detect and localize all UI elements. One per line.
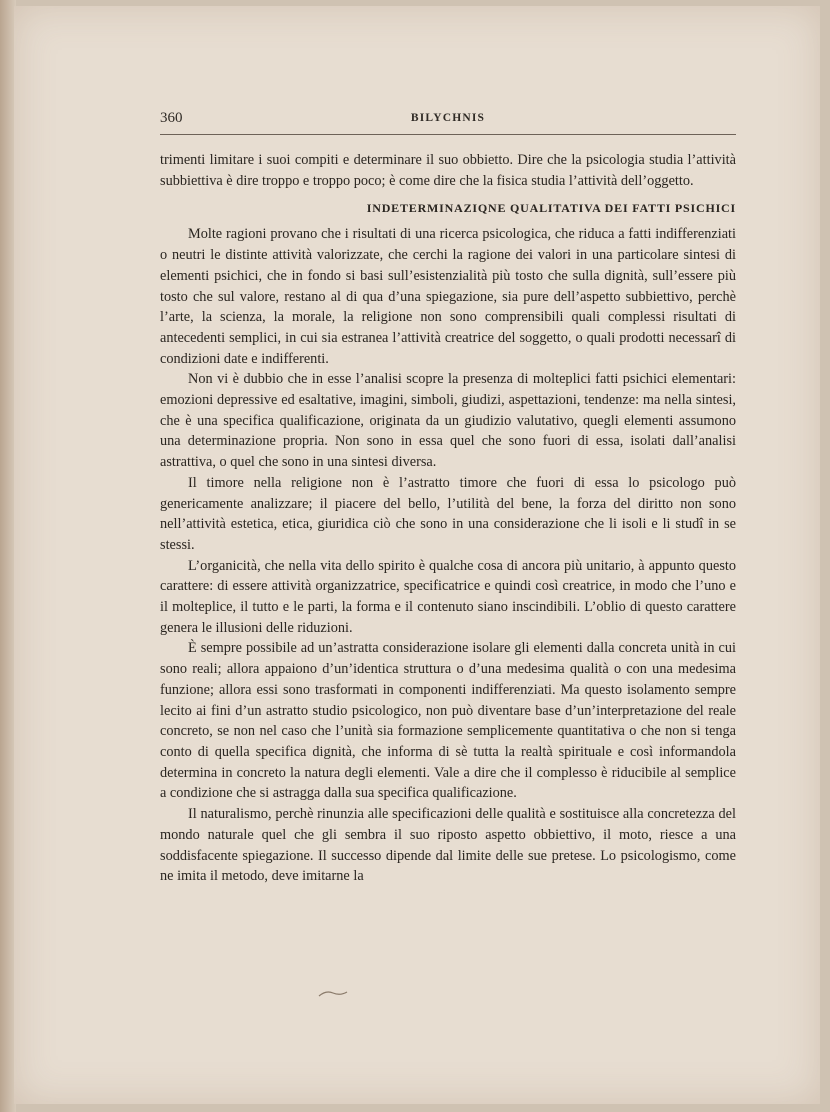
paragraph: È sempre possibile ad un’astratta considerazione isolare gli elementi dalla concreta unità in cui sono reali; allora appaiono d’un’identica struttura o d’una medesima qualità o con una medesima funzione; allora essi sono trasformati in componenti indifferenziati. Ma questo isolamento sempre lecito ai fini d’un astratto studio psicologico, non può diventare base d’un’interpretazione del reale concreto, se non nel caso che l’unità sia formazione semplicemente quantitativa o che non si tenga conto di quella specifica dignità, che informa di sè tutta la realtà spirituale e così informandola determina in concreto la natura degli elementi. Vale a dire che il complesso è riducibile al semplice a condizione che si astragga dalla sua specifica qualificazione. [160,640,736,802]
ink-mark-icon [318,988,348,998]
running-title: BILYCHNIS [410,112,486,124]
page-number: 360 [160,110,183,126]
paragraph: Molte ragioni provano che i risultati di una ricerca psicologica, che riduca a fatti indifferenziati o neutri le distinte attività valorizzate, che cerchi la ragione dei valori in una particolare sintesi di elementi psichici, che in fondo si basi sull’esistenzialità più tosto che sulla dignità, sull’essere più tosto che sul valore, restano al di qua d’una spiegazione, sia pure dell’aspetto subbiettivo, perchè l’arte, la scienza, la morale, la religione non sono comprensibili quali complessi risultati di antecedenti semplici, in cui sia estranea l’attività creatrice del soggetto, o quali prodotti necessarî di condizioni date e indifferenti. [160,226,736,367]
body-text [160,150,736,887]
paragraph: L’organicità, che nella vita dello spirito è qualche cosa di ancora più unitario, à appunto questo carattere: di essere attività organizzatrice, specificatrice e quindi così creatrice, in modo che l’uno e il molteplice, il tutto e le parti, la forma e il contenuto siano inscindibili. L’oblio di questo carattere genera le illusioni delle riduzioni. [160,557,736,636]
paragraph: Il timore nella religione non è l’astratto timore che fuori di essa lo psicologo può genericamente analizzare; il piacere del bello, l’utilità del bene, la forza del diritto non sono nell’attività estetica, etica, giuridica ciò che sono in una considerazione che li isoli e li studî in se stessi. [160,474,736,553]
paragraph: Il naturalismo, perchè rinunzia alle specificazioni delle qualità e sostituisce alla concretezza del mondo naturale quel che gli sembra il suo riposto aspetto obbiettivo, il moto, riesce a una soddisfacente spiegazione. Il successo dipende dal limite delle sue pretese. Lo psicologismo, come ne imita il metodo, deve imitarne la [160,806,736,885]
page-header [160,108,736,135]
paragraph: Non vi è dubbio che in esse l’analisi scopre la presenza di molteplici fatti psichici elementari: emozioni depressive ed esaltative, imagini, simboli, giudizi, aspettazioni, tendenze: ma nella sintesi, che è una specifica qualificazione, originata da un giudizio valutativo, quegli elementi assumono una determinazione propria. Non sono in essa quel che sono fuori di essa, isolati dall’analisi astrattiva, o quel che sono in una sintesi diversa. [160,371,736,471]
paragraph-continuation: trimenti limitare i suoi compiti e determinare il suo obbietto. Dire che la psicologia studia l’attività subbiettiva è dire troppo e troppo poco; è come dire che la fisica studia l’attività dell’oggetto. [160,152,736,189]
section-heading: INDETERMINAZIQNE QUALITATIVA DEI FATTI PSICHICI [366,201,736,216]
